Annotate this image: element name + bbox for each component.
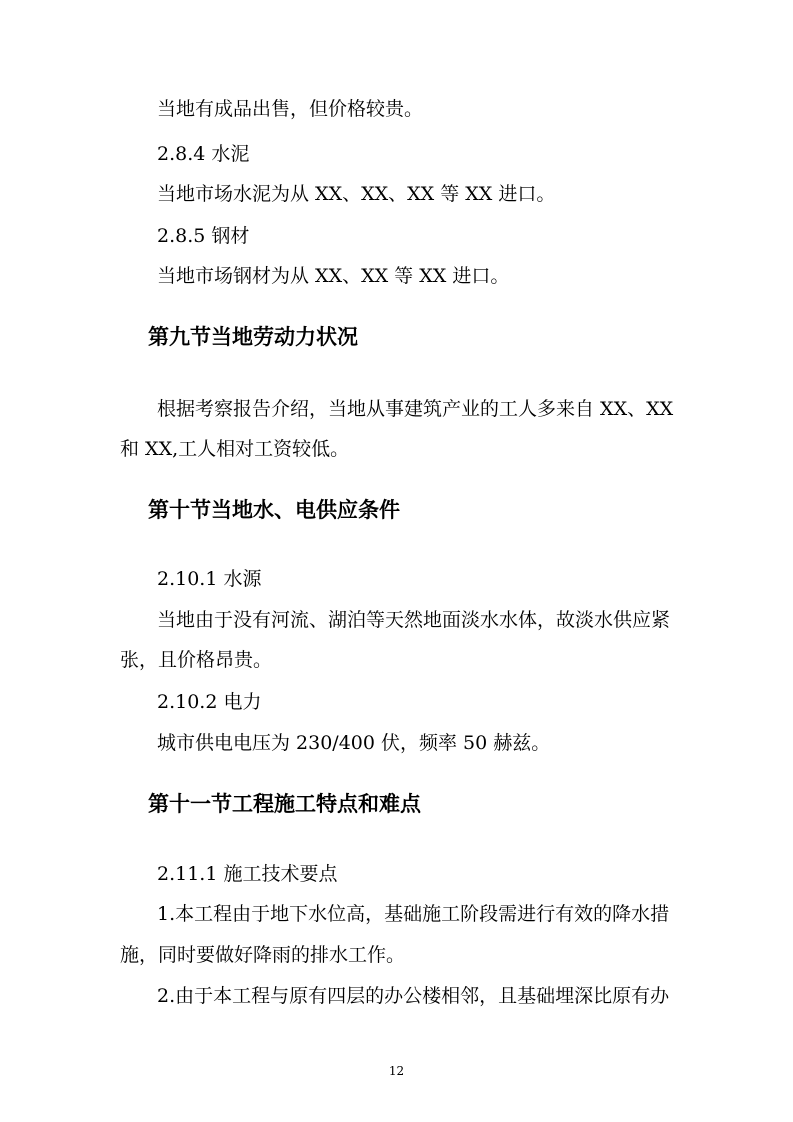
body-text-line: 当地有成品出售，但价格较贵。 [157,98,424,120]
section-heading-labor: 第九节当地劳动力状况 [148,324,358,349]
subsection-heading-power: 2.10.2 电力 [157,691,262,713]
subsection-heading-water: 2.10.1 水源 [157,568,262,590]
page-number: 12 [388,1064,405,1078]
body-text-line: 当地由于没有河流、湖泊等天然地面淡水水体，故淡水供应紧 [157,609,671,631]
subsection-heading-steel: 2.8.5 钢材 [157,225,250,247]
body-text-line: 2.由于本工程与原有四层的办公楼相邻，且基础埋深比原有办 [157,985,670,1007]
subsection-heading-technique: 2.11.1 施工技术要点 [157,863,338,885]
body-text-line: 1.本工程由于地下水位高，基础施工阶段需进行有效的降水措 [157,903,670,925]
body-text-line: 城市供电电压为 230/400 伏，频率 50 赫兹。 [157,732,551,754]
body-text-line: 当地市场钢材为从 XX、XX 等 XX 进口。 [157,265,510,287]
body-text-line: 当地市场水泥为从 XX、XX、XX 等 XX 进口。 [157,183,556,205]
section-heading-construction: 第十一节工程施工特点和难点 [148,791,421,816]
section-heading-utilities: 第十节当地水、电供应条件 [148,497,400,522]
body-text-line: 根据考察报告介绍，当地从事建筑产业的工人多来自 XX、XX [157,398,674,420]
body-text-line: 和 XX,工人相对工资较低。 [120,438,350,460]
subsection-heading-cement: 2.8.4 水泥 [157,143,250,165]
body-text-line: 施，同时要做好降雨的排水工作。 [120,944,406,966]
body-text-line: 张，且价格昂贵。 [120,649,273,671]
